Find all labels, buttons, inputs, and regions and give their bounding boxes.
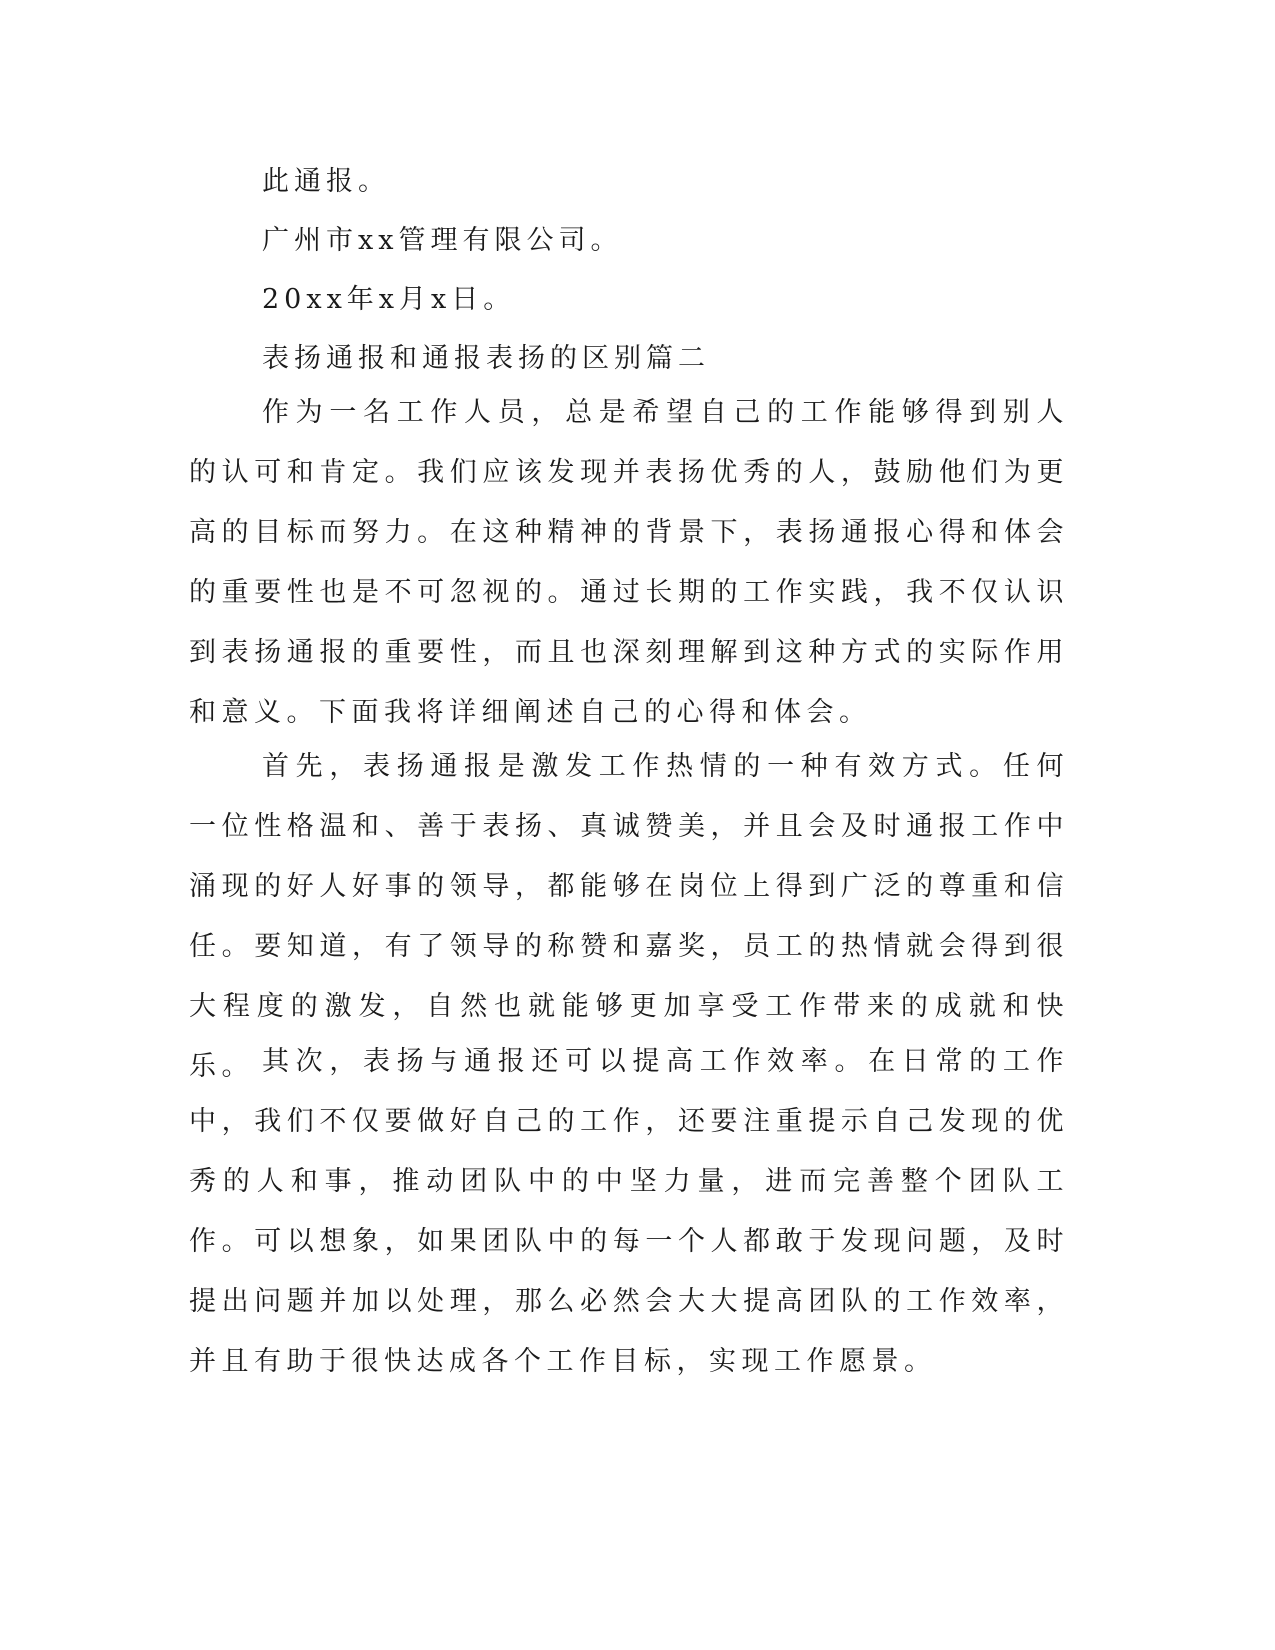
company-name: 广州市xx管理有限公司。	[262, 225, 623, 256]
section-heading: 表扬通报和通报表扬的区别篇二	[262, 343, 710, 374]
closing-line: 此通报。	[262, 166, 390, 197]
date-line: 20xx年x月x日。	[262, 284, 516, 315]
paragraph-intro: 作为一名工作人员，总是希望自己的工作能够得到别人的认可和肯定。我们应该发现并表扬优秀的人，鼓励他们为更高的目标而努力。在这种精神的背景下，表扬通报心得和体会的重要性也是不可忽视的。通过长期的工作实践，我不仅认识到表扬通报的重要性，而且也深刻理解到这种方式的实际作用和意义。下面我将详细阐述自己的心得和体会。	[189, 397, 1069, 728]
paragraph-first: 首先，表扬通报是激发工作热情的一种有效方式。任何一位性格温和、善于表扬、真诚赞美，并且会及时通报工作中涌现的好人好事的领导，都能够在岗位上得到广泛的尊重和信任。要知道，有了领导的称赞和嘉奖，员工的热情就会得到很大程度的激发，自然也就能够更加享受工作带来的成就和快乐。	[189, 751, 1069, 1082]
paragraph-second: 其次，表扬与通报还可以提高工作效率。在日常的工作中，我们不仅要做好自己的工作，还要注重提示自己发现的优秀的人和事，推动团队中的中坚力量，进而完善整个团队工作。可以想象，如果团队中的每一个人都敢于发现问题，及时提出问题并加以处理，那么必然会大大提高团队的工作效率，并且有助于很快达成各个工作目标，实现工作愿景。	[189, 1046, 1069, 1377]
